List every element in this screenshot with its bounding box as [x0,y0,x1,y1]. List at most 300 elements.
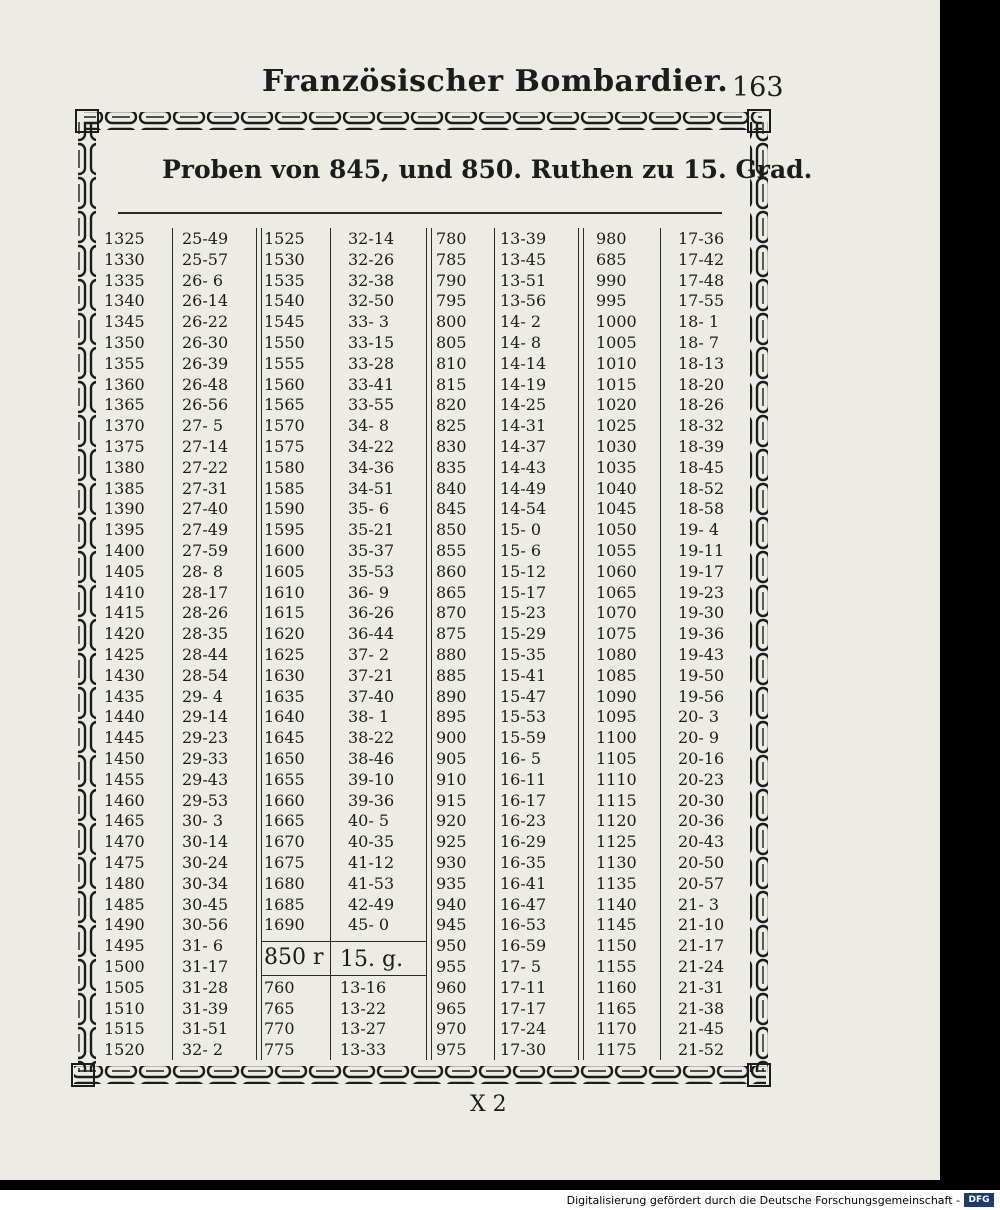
table-row [596,291,746,312]
angle-cell: 21-31 [678,977,725,997]
table-row [264,624,424,645]
table-row [436,874,586,895]
table-row [264,291,424,312]
table-row [436,707,586,728]
table-row [596,853,746,874]
table-row [596,874,746,895]
distance-cell: 770 [264,1019,295,1039]
angle-cell: 27- 5 [182,416,224,436]
distance-cell: 1565 [264,395,305,415]
distance-cell: 760 [264,977,295,997]
angle-cell: 21-52 [678,1040,725,1060]
table-row [104,229,254,250]
distance-cell: 995 [596,291,627,311]
table-row [436,1019,586,1040]
angle-cell: 16-23 [500,811,547,831]
dfg-logo: DFG [964,1193,994,1207]
table-row [104,271,254,292]
table-row [596,895,746,916]
angle-cell: 30-34 [182,873,229,893]
angle-cell: 17-48 [678,270,725,290]
angle-cell: 45- 0 [348,915,390,935]
angle-cell: 32-38 [348,270,395,290]
distance-cell: 1015 [596,374,637,394]
angle-cell: 16-11 [500,769,547,789]
angle-cell: 27-31 [182,478,229,498]
column-divider [330,228,331,1060]
distance-cell: 1630 [264,665,305,685]
table-row [264,853,424,874]
angle-cell: 15-47 [500,686,547,706]
table-row [264,1040,424,1061]
table-title: Proben von 845, und 850. Ruthen zu 15. Grad. [162,155,813,184]
distance-cell: 945 [436,915,467,935]
table-row [104,312,254,333]
distance-cell: 1390 [104,499,145,519]
table-row [436,271,586,292]
distance-cell: 1075 [596,624,637,644]
angle-cell: 34-36 [348,457,395,477]
table-row [596,749,746,770]
table-row [104,874,254,895]
angle-cell: 40-35 [348,832,395,852]
table-row [436,250,586,271]
column-divider [172,228,173,1060]
distance-cell: 1155 [596,957,637,976]
angle-cell: 40- 5 [348,811,390,831]
angle-cell: 36-44 [348,624,395,644]
table-row [596,978,746,999]
distance-cell: 1685 [264,894,305,914]
table-row [436,562,586,583]
angle-cell: 25-49 [182,229,229,248]
table-row [104,957,254,978]
table-row [104,853,254,874]
angle-cell: 37- 2 [348,645,390,664]
distance-cell: 920 [436,811,467,831]
table-row [104,354,254,375]
table-row [264,687,424,708]
distance-cell: 1375 [104,437,145,456]
distance-cell: 1415 [104,603,145,623]
distance-cell: 1120 [596,811,637,831]
distance-cell: 1635 [264,686,305,706]
table-row [596,1019,746,1040]
distance-cell: 1005 [596,333,637,352]
distance-cell: 935 [436,873,467,893]
distance-cell: 1575 [264,437,305,456]
table-row [436,479,586,500]
angle-cell: 14-14 [500,353,547,373]
angle-cell: 29-53 [182,790,229,810]
angle-cell: 18-13 [678,353,725,373]
distance-cell: 905 [436,749,467,768]
distance-cell: 940 [436,894,467,914]
distance-cell: 1130 [596,853,637,872]
angle-cell: 21- 3 [678,894,720,914]
table-row [436,978,586,999]
table-row [104,583,254,604]
table-row [104,707,254,728]
subheader-distance: 850 r [264,945,324,970]
angle-cell: 32-14 [348,229,395,248]
angle-cell: 13-27 [340,1019,387,1039]
distance-cell: 1540 [264,291,305,311]
angle-cell: 35-21 [348,520,395,540]
distance-cell: 825 [436,416,467,436]
table-row [596,687,746,708]
table-row [436,312,586,333]
table-row [596,375,746,396]
angle-cell: 26-14 [182,291,229,311]
angle-cell: 31- 6 [182,936,224,956]
angle-cell: 17-24 [500,1019,547,1039]
angle-cell: 28-17 [182,582,229,602]
angle-cell: 20-43 [678,832,725,852]
angle-cell: 34- 8 [348,416,390,436]
angle-cell: 26-39 [182,353,229,373]
angle-cell: 27-49 [182,520,229,540]
distance-cell: 1645 [264,728,305,748]
distance-cell: 1590 [264,499,305,519]
angle-cell: 13-22 [340,998,387,1018]
distance-cell: 1560 [264,374,305,394]
table-row [264,583,424,604]
angle-cell: 19-23 [678,582,725,602]
angle-cell: 27-59 [182,541,229,560]
angle-cell: 18- 1 [678,312,720,332]
distance-cell: 865 [436,582,467,602]
distance-cell: 1040 [596,478,637,498]
table-row [436,499,586,520]
angle-cell: 28-35 [182,624,229,644]
distance-cell: 1585 [264,478,305,498]
table-row [596,416,746,437]
table-row [596,603,746,624]
table-row [596,791,746,812]
angle-cell: 20-30 [678,790,725,810]
angle-cell: 16-47 [500,894,547,914]
distance-cell: 1150 [596,936,637,956]
angle-cell: 34-22 [348,437,395,456]
table-row [264,832,424,853]
table-row [264,895,424,916]
distance-cell: 1085 [596,665,637,685]
table-row [436,437,586,458]
table-row [436,645,586,666]
table-row [264,354,424,375]
distance-cell: 1425 [104,645,145,664]
angle-cell: 20- 3 [678,707,720,727]
table-row [104,499,254,520]
distance-cell: 1450 [104,749,145,768]
distance-cell: 1500 [104,957,145,976]
table-row [596,333,746,354]
angle-cell: 18-45 [678,457,725,477]
table-row [596,250,746,271]
distance-cell: 1600 [264,541,305,560]
table-row [436,354,586,375]
angle-cell: 26-48 [182,374,229,394]
angle-cell: 15-41 [500,665,547,685]
angle-cell: 16-29 [500,832,547,852]
angle-cell: 18-20 [678,374,725,394]
distance-cell: 1355 [104,353,145,373]
angle-cell: 32-50 [348,291,395,311]
distance-cell: 1350 [104,333,145,352]
angle-cell: 15-17 [500,582,547,602]
angle-cell: 18-32 [678,416,725,436]
table-row [104,666,254,687]
angle-cell: 17-55 [678,291,725,311]
angle-cell: 19-50 [678,665,725,685]
table-row [596,229,746,250]
angle-cell: 39-36 [348,790,395,810]
table-row [264,874,424,895]
table-row [436,999,586,1020]
distance-cell: 900 [436,728,467,748]
table-row [596,1040,746,1061]
angle-cell: 26-30 [182,333,229,352]
distance-cell: 1520 [104,1040,145,1060]
table-row [104,1040,254,1061]
distance-cell: 1650 [264,749,305,768]
table-row [264,666,424,687]
angle-cell: 21-24 [678,957,725,976]
table-row [436,395,586,416]
table-row [436,416,586,437]
distance-cell: 1325 [104,229,145,248]
distance-cell: 1100 [596,728,637,748]
angle-cell: 20-23 [678,769,725,789]
page-number: 163 [732,72,784,103]
distance-cell: 815 [436,374,467,394]
table-row [104,811,254,832]
distance-cell: 895 [436,707,467,727]
angle-cell: 14- 2 [500,312,542,332]
distance-cell: 1380 [104,457,145,477]
table-row [264,978,424,999]
distance-cell: 1505 [104,977,145,997]
angle-cell: 29- 4 [182,686,224,706]
angle-cell: 29-43 [182,769,229,789]
angle-cell: 15-59 [500,728,547,748]
angle-cell: 15-29 [500,624,547,644]
table-row [264,520,424,541]
distance-cell: 840 [436,478,467,498]
angle-cell: 38-46 [348,749,395,768]
angle-cell: 15- 6 [500,541,542,560]
table-row [264,915,424,936]
distance-cell: 1045 [596,499,637,519]
distance-cell: 765 [264,998,295,1018]
angle-cell: 36- 9 [348,582,390,602]
distance-cell: 1360 [104,374,145,394]
distance-cell: 1175 [596,1040,637,1060]
column-divider [494,228,495,1060]
table-row [104,791,254,812]
table-row [264,229,424,250]
distance-cell: 1595 [264,520,305,540]
angle-cell: 20-16 [678,749,725,768]
table-row [596,645,746,666]
angle-cell: 35- 6 [348,499,390,519]
angle-cell: 27-22 [182,457,229,477]
angle-cell: 15-12 [500,561,547,581]
table-row [436,375,586,396]
angle-cell: 31-51 [182,1019,229,1039]
table-row [596,832,746,853]
table-row [264,479,424,500]
angle-cell: 19-11 [678,541,725,560]
distance-cell: 1385 [104,478,145,498]
table-row [596,312,746,333]
distance-cell: 820 [436,395,467,415]
distance-cell: 1525 [264,229,305,248]
distance-cell: 1145 [596,915,637,935]
distance-cell: 1660 [264,790,305,810]
angle-cell: 13-56 [500,291,547,311]
angle-cell: 18-39 [678,437,725,456]
distance-cell: 785 [436,249,467,269]
distance-cell: 850 [436,520,467,540]
table-row [104,978,254,999]
table-row [264,1019,424,1040]
angle-cell: 18-52 [678,478,725,498]
distance-cell: 1580 [264,457,305,477]
table-row [264,250,424,271]
table-row [104,1019,254,1040]
distance-cell: 1675 [264,853,305,872]
angle-cell: 15- 0 [500,520,542,540]
column-divider [256,228,257,1060]
angle-cell: 17-42 [678,249,725,269]
table-row [264,312,424,333]
distance-cell: 1025 [596,416,637,436]
table-row [264,271,424,292]
distance-cell: 1010 [596,353,637,373]
distance-cell: 1340 [104,291,145,311]
angle-cell: 15-23 [500,603,547,623]
distance-cell: 810 [436,353,467,373]
distance-cell: 685 [596,249,627,269]
table-row [104,832,254,853]
angle-cell: 21-45 [678,1019,725,1039]
table-row [596,271,746,292]
column-divider [431,228,432,1060]
distance-cell: 1490 [104,915,145,935]
distance-cell: 1475 [104,853,145,872]
distance-cell: 1550 [264,333,305,352]
table-row [436,666,586,687]
distance-cell: 960 [436,977,467,997]
table-row [436,458,586,479]
distance-cell: 1080 [596,645,637,664]
angle-cell: 31-28 [182,977,229,997]
table-row [596,458,746,479]
distance-cell: 1690 [264,915,305,935]
distance-cell: 970 [436,1019,467,1039]
table-row [104,520,254,541]
angle-cell: 29-33 [182,749,229,768]
table-row [436,541,586,562]
table-row [264,645,424,666]
distance-cell: 1485 [104,894,145,914]
distance-cell: 805 [436,333,467,352]
angle-cell: 18-26 [678,395,725,415]
table-row [436,728,586,749]
column-divider [583,228,584,1060]
distance-cell: 1655 [264,769,305,789]
distance-cell: 1605 [264,561,305,581]
angle-cell: 42-49 [348,894,395,914]
table-row [264,562,424,583]
angle-cell: 15-53 [500,707,547,727]
distance-cell: 1530 [264,249,305,269]
table-row [596,666,746,687]
table-row [264,791,424,812]
distance-cell: 870 [436,603,467,623]
running-head: Französischer Bombardier. [262,64,729,99]
distance-cell: 1640 [264,707,305,727]
column-divider [578,228,579,1060]
distance-cell: 1000 [596,312,637,332]
table-row [596,520,746,541]
table-row [596,936,746,957]
distance-cell: 1410 [104,582,145,602]
angle-cell: 26-56 [182,395,229,415]
table-row [104,562,254,583]
angle-cell: 26- 6 [182,270,224,290]
angle-cell: 14-25 [500,395,547,415]
distance-cell: 965 [436,998,467,1018]
angle-cell: 16-35 [500,853,547,872]
angle-cell: 28-44 [182,645,229,664]
angle-cell: 28- 8 [182,561,224,581]
angle-cell: 18-58 [678,499,725,519]
distance-cell: 1115 [596,790,637,810]
distance-cell: 950 [436,936,467,956]
distance-cell: 1555 [264,353,305,373]
table-row [104,395,254,416]
footer-credit: Digitalisierung gefördert durch die Deutsche Forschungsgemeinschaft - [566,1194,960,1207]
distance-cell: 910 [436,769,467,789]
table-row [264,999,424,1020]
distance-cell: 915 [436,790,467,810]
table-row [436,915,586,936]
angle-cell: 35-37 [348,541,395,560]
angle-cell: 13-16 [340,977,387,997]
angle-cell: 30- 3 [182,811,224,831]
distance-cell: 1665 [264,811,305,831]
table-row [104,687,254,708]
table-row [104,936,254,957]
distance-cell: 1455 [104,769,145,789]
table-row [104,895,254,916]
distance-cell: 1405 [104,561,145,581]
angle-cell: 18- 7 [678,333,720,352]
table-row [264,728,424,749]
angle-cell: 33-41 [348,374,395,394]
distance-cell: 1440 [104,707,145,727]
table-row [596,562,746,583]
table-row [264,458,424,479]
angle-cell: 19-56 [678,686,725,706]
table-row [264,707,424,728]
table-row [596,541,746,562]
angle-cell: 29-23 [182,728,229,748]
table-row [104,437,254,458]
